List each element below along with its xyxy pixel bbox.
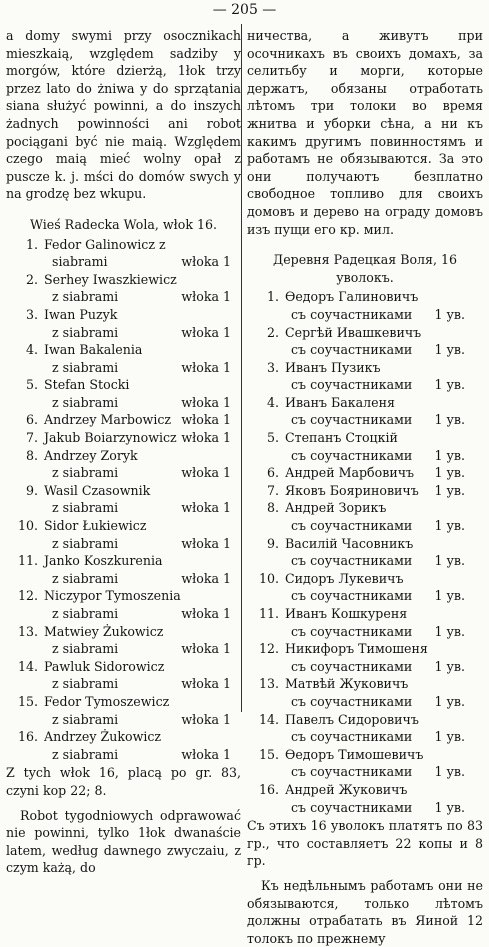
list-item <box>6 728 241 763</box>
list-item <box>247 746 483 781</box>
item-first-line <box>247 570 483 588</box>
item-first-line <box>6 693 241 711</box>
item-number: 11. <box>17 553 38 569</box>
item-name: Pawluk Sidorowicz <box>44 658 165 674</box>
item-quantity: 1 ув. <box>434 412 465 428</box>
item-second-line <box>6 288 241 306</box>
item-first-line <box>6 658 241 676</box>
item-name: Иванъ Кошкуреня <box>285 606 408 621</box>
item-number: 1. <box>266 289 279 305</box>
list-item <box>247 482 483 500</box>
item-second-line <box>6 675 241 693</box>
intro-paragraph: a domy swymi przy osocznikach mieszkaią, względem sadziby y morgów, które dzierżą, 1łok trzy przez lato do żniwa y do sprzątania siana służyć powinni, a do inszych żadnych powinności ani robot pociągani być nie maią. Względem czego maią mieć wolny opał z pusczе k. j. mści do domów swych y na grodzę bez wkupu. <box>6 28 241 202</box>
item-number: 6. <box>25 412 38 428</box>
item-second-line <box>6 535 241 553</box>
russian-column <box>247 27 483 947</box>
item-quantity: włoka 1 <box>181 465 231 481</box>
item-partners: z siabrami <box>52 676 119 692</box>
item-partners: z siabrami <box>52 535 119 551</box>
item-name: Андрей Зорикъ <box>285 500 387 516</box>
item-second-line <box>6 605 241 623</box>
list-item <box>6 587 241 622</box>
item-first-line <box>247 499 483 517</box>
list-item <box>247 675 483 710</box>
item-first-line <box>247 640 483 658</box>
item-name: Wasil Czasownik <box>44 482 151 498</box>
item-number: 12. <box>17 588 38 604</box>
item-partners: съ соучастниками <box>291 553 413 569</box>
allotment-list <box>6 236 241 764</box>
list-item <box>247 781 483 816</box>
item-name: Иванъ Пузикъ <box>285 359 381 375</box>
item-second-line <box>247 799 483 817</box>
list-item <box>6 693 241 728</box>
list-item <box>247 570 483 605</box>
item-quantity: 1 ув. <box>434 588 465 604</box>
item-first-line <box>247 394 483 412</box>
item-number: 5. <box>266 430 279 446</box>
item-second-line <box>6 253 241 271</box>
list-item <box>247 605 483 640</box>
item-partners: съ соучастниками <box>291 518 413 534</box>
item-second-line <box>247 623 483 641</box>
item-quantity: włoka 1 <box>181 641 231 657</box>
item-partners: съ соучастниками <box>291 306 413 322</box>
item-quantity: 1 ув. <box>434 623 465 639</box>
list-item <box>6 376 241 411</box>
list-item <box>6 517 241 552</box>
item-number: 16. <box>17 729 38 745</box>
item-second-line <box>6 711 241 729</box>
item-quantity: włoka 1 <box>181 394 231 410</box>
list-item <box>6 552 241 587</box>
item-first-line <box>6 411 241 429</box>
item-name: Василій Часовникъ <box>285 535 414 551</box>
item-quantity: włoka 1 <box>181 500 231 516</box>
item-name: Ѳедоръ Тимошевичъ <box>285 746 424 762</box>
item-quantity: 1 ув. <box>434 482 465 498</box>
item-first-line <box>6 552 241 570</box>
item-quantity: 1 ув. <box>434 553 465 569</box>
item-partners: siabrami <box>52 254 108 270</box>
item-first-line <box>6 447 241 465</box>
item-first-line <box>6 429 241 447</box>
item-quantity: 1 ув. <box>434 447 465 463</box>
item-number: 10. <box>258 570 279 586</box>
summary-paragraph: Z tych włok 16, placą po gr. 83, czyni kop 22; 8. <box>6 765 241 798</box>
item-quantity: 1 ув. <box>434 729 465 745</box>
list-item <box>247 499 483 534</box>
list-item <box>6 271 241 306</box>
item-second-line <box>247 728 483 746</box>
item-quantity: włoka 1 <box>181 254 231 270</box>
list-item <box>247 359 483 394</box>
item-name: Андрей Жуковичъ <box>285 781 408 797</box>
item-name: Serhey Iwaszkiewicz <box>44 271 177 287</box>
list-item <box>6 447 241 482</box>
item-number: 5. <box>25 377 38 393</box>
item-quantity: 1 ув. <box>434 799 465 815</box>
closing-paragraph: Robot tygodniowych odprawować nie powinni, tylko 1łok dwanaście latem, według dawnego zwyczaiu, z czym każą, do <box>6 807 241 876</box>
item-partners: z siabrami <box>52 746 119 762</box>
item-name: Никифоръ Тимошеня <box>285 641 428 657</box>
item-number: 15. <box>17 693 38 709</box>
item-number: 2. <box>25 271 38 287</box>
item-quantity: 1 ув. <box>434 306 465 322</box>
item-number: 10. <box>17 518 38 534</box>
item-second-line <box>6 464 241 482</box>
item-second-line <box>6 640 241 658</box>
item-name: Иванъ Бакаленя <box>285 394 395 410</box>
item-first-line <box>247 535 483 553</box>
item-second-line <box>247 693 483 711</box>
item-first-line <box>247 746 483 764</box>
item-first-line <box>247 781 483 799</box>
list-item <box>6 411 241 429</box>
item-name: Сидоръ Лукевичъ <box>285 570 404 586</box>
item-number: 2. <box>266 324 279 340</box>
allotment-list <box>247 288 483 816</box>
item-partners: z siabrami <box>52 324 119 340</box>
item-first-line <box>247 711 483 729</box>
item-second-line <box>247 447 483 465</box>
item-number: 9. <box>25 482 38 498</box>
item-number: 3. <box>25 306 38 322</box>
item-second-line <box>6 359 241 377</box>
item-partners: z siabrami <box>52 359 119 375</box>
item-first-line <box>6 306 241 324</box>
item-partners: съ соучастниками <box>291 764 413 780</box>
item-quantity: 1 ув. <box>434 465 465 481</box>
item-quantity: 1 ув. <box>434 377 465 393</box>
item-quantity: 1 ув. <box>434 764 465 780</box>
item-partners: съ соучастниками <box>291 588 413 604</box>
item-second-line <box>247 341 483 359</box>
item-first-line <box>6 341 241 359</box>
item-partners: z siabrami <box>52 570 119 586</box>
list-item <box>247 288 483 323</box>
item-number: 11. <box>258 606 279 621</box>
item-number: 15. <box>258 746 279 762</box>
item-name: Fedor Galinowicz z <box>44 236 166 252</box>
column-divider <box>241 24 242 712</box>
list-item <box>247 324 483 359</box>
item-second-line <box>247 763 483 781</box>
item-first-line <box>6 271 241 289</box>
item-partners: съ соучастниками <box>291 623 413 639</box>
item-first-line <box>247 288 483 306</box>
item-first-line <box>6 482 241 500</box>
item-partners: съ соучастниками <box>291 412 413 428</box>
item-first-line <box>247 359 483 377</box>
list-item <box>247 535 483 570</box>
item-second-line <box>6 499 241 517</box>
item-partners: съ соучастниками <box>291 658 413 674</box>
list-item <box>6 482 241 517</box>
item-name: Iwan Puzyk <box>44 306 118 322</box>
item-first-line <box>247 675 483 693</box>
list-item <box>6 658 241 693</box>
item-quantity: włoka 1 <box>181 289 231 305</box>
item-number: 9. <box>266 535 279 551</box>
item-name: Stefan Stocki <box>44 377 130 393</box>
item-name: Fedor Tymoszewicz <box>44 693 170 709</box>
item-second-line <box>6 570 241 588</box>
item-first-line <box>6 376 241 394</box>
item-quantity: włoka 1 <box>181 711 231 727</box>
item-quantity: włoka 1 <box>181 324 231 340</box>
item-partners: z siabrami <box>52 641 119 657</box>
item-name: Яковъ Бояриновичъ <box>285 482 419 498</box>
item-quantity: włoka 1 <box>181 412 231 428</box>
list-item <box>247 464 483 482</box>
item-first-line <box>6 728 241 746</box>
item-partners: z siabrami <box>52 606 119 621</box>
polish-column <box>6 27 241 877</box>
village-heading: Деревня Радецкая Воля, 16 уволокъ. <box>272 252 458 285</box>
item-name: Павелъ Сидоровичъ <box>285 711 419 727</box>
list-item <box>247 394 483 429</box>
item-partners: съ соучастниками <box>291 799 413 815</box>
item-quantity: włoka 1 <box>181 570 231 586</box>
item-first-line <box>6 517 241 535</box>
item-first-line <box>6 623 241 641</box>
item-name: Матвѣй Жуковичъ <box>285 676 409 692</box>
item-number: 12. <box>258 641 279 657</box>
item-number: 7. <box>25 430 38 446</box>
item-second-line <box>247 658 483 676</box>
item-partners: съ соучастниками <box>291 693 413 709</box>
item-quantity: 1 ув. <box>434 342 465 358</box>
list-item <box>247 711 483 746</box>
item-quantity: włoka 1 <box>181 430 231 446</box>
item-partners: z siabrami <box>52 394 119 410</box>
item-name: Janko Koszkurenia <box>44 553 163 569</box>
closing-paragraph: Къ недѣльнымъ работамъ они не обязываются, только лѣтомъ должны отрабатать въ Яиной 12 толокъ по прежнему <box>247 877 483 946</box>
item-first-line <box>6 587 241 605</box>
item-first-line <box>247 324 483 342</box>
item-name: Niczypor Tymoszenia <box>44 588 181 604</box>
summary-paragraph: Съ этихъ 16 уволокъ платятъ по 83 гр., что составляетъ 22 копы и 8 гр. <box>247 818 483 869</box>
village-heading: Wieś Radecka Wola, włok 16. <box>30 216 217 232</box>
item-second-line <box>247 376 483 394</box>
item-name: Matwiey Żukowicz <box>44 623 164 639</box>
item-partners: съ соучастниками <box>291 377 413 393</box>
item-name: Сергѣй Ивашкевичъ <box>285 324 422 340</box>
item-partners: съ соучастниками <box>291 447 413 463</box>
item-quantity: 1 ув. <box>434 658 465 674</box>
item-number: 14. <box>17 658 38 674</box>
item-name: Ѳедоръ Галиновичъ <box>285 289 419 305</box>
item-quantity: 1 ув. <box>434 518 465 534</box>
item-number: 1. <box>25 236 38 252</box>
item-partners: съ соучастниками <box>291 729 413 745</box>
item-second-line <box>247 552 483 570</box>
item-first-line <box>247 605 483 623</box>
item-number: 8. <box>25 447 38 463</box>
item-number: 6. <box>266 465 279 481</box>
item-quantity: 1 ув. <box>434 693 465 709</box>
intro-paragraph: ничества, а живутъ при осочникахъ въ своихъ домахъ, за селитьбу и морги, которые держатъ, обязаны отработать лѣтомъ три толоки во время жнитва и уборки сѣна, а ни къ какимъ другимъ повинностямъ и работамъ не обязываются. За это они получаютъ безплатно свободное топливо для своихъ домовъ и дерево на ограду домовъ изъ пущи его кр. мил. <box>247 28 483 237</box>
item-name: Andrzey Żukowicz <box>44 729 162 745</box>
item-number: 13. <box>258 676 279 692</box>
item-second-line <box>6 746 241 764</box>
item-partners: z siabrami <box>52 500 119 516</box>
item-second-line <box>247 587 483 605</box>
item-number: 4. <box>266 394 279 410</box>
list-item <box>6 429 241 447</box>
item-quantity: włoka 1 <box>181 359 231 375</box>
item-name: Sidor Łukiewicz <box>44 518 147 534</box>
list-item <box>6 341 241 376</box>
item-name: Andrzey Marbowicz <box>44 412 172 428</box>
item-first-line <box>247 429 483 447</box>
list-item <box>6 306 241 341</box>
item-first-line <box>247 482 483 500</box>
item-number: 13. <box>17 623 38 639</box>
item-number: 7. <box>266 482 279 498</box>
list-item <box>247 429 483 464</box>
item-number: 8. <box>266 500 279 516</box>
item-second-line <box>247 517 483 535</box>
item-name: Степанъ Стоцкій <box>285 430 398 446</box>
item-quantity: włoka 1 <box>181 606 231 621</box>
item-first-line <box>6 236 241 254</box>
item-partners: z siabrami <box>52 289 119 305</box>
item-partners: съ соучастниками <box>291 342 413 358</box>
item-name: Андрей Марбовичъ <box>285 465 415 481</box>
item-number: 16. <box>258 781 279 797</box>
item-number: 14. <box>258 711 279 727</box>
item-quantity: włoka 1 <box>181 535 231 551</box>
list-item <box>6 623 241 658</box>
item-second-line <box>247 306 483 324</box>
item-second-line <box>247 411 483 429</box>
list-item <box>247 640 483 675</box>
item-partners: z siabrami <box>52 711 119 727</box>
item-number: 4. <box>25 342 38 358</box>
item-second-line <box>6 324 241 342</box>
item-second-line <box>6 394 241 412</box>
item-name: Jakub Boiarzynowicz <box>44 430 177 446</box>
page-number: — 205 — <box>212 2 277 18</box>
item-first-line <box>247 464 483 482</box>
list-item <box>6 236 241 271</box>
item-quantity: włoka 1 <box>181 676 231 692</box>
item-partners: z siabrami <box>52 465 119 481</box>
item-name: Andrzey Zoryk <box>44 447 138 463</box>
item-name: Iwan Bakalenia <box>44 342 143 358</box>
item-quantity: włoka 1 <box>181 746 231 762</box>
item-number: 3. <box>266 359 279 375</box>
